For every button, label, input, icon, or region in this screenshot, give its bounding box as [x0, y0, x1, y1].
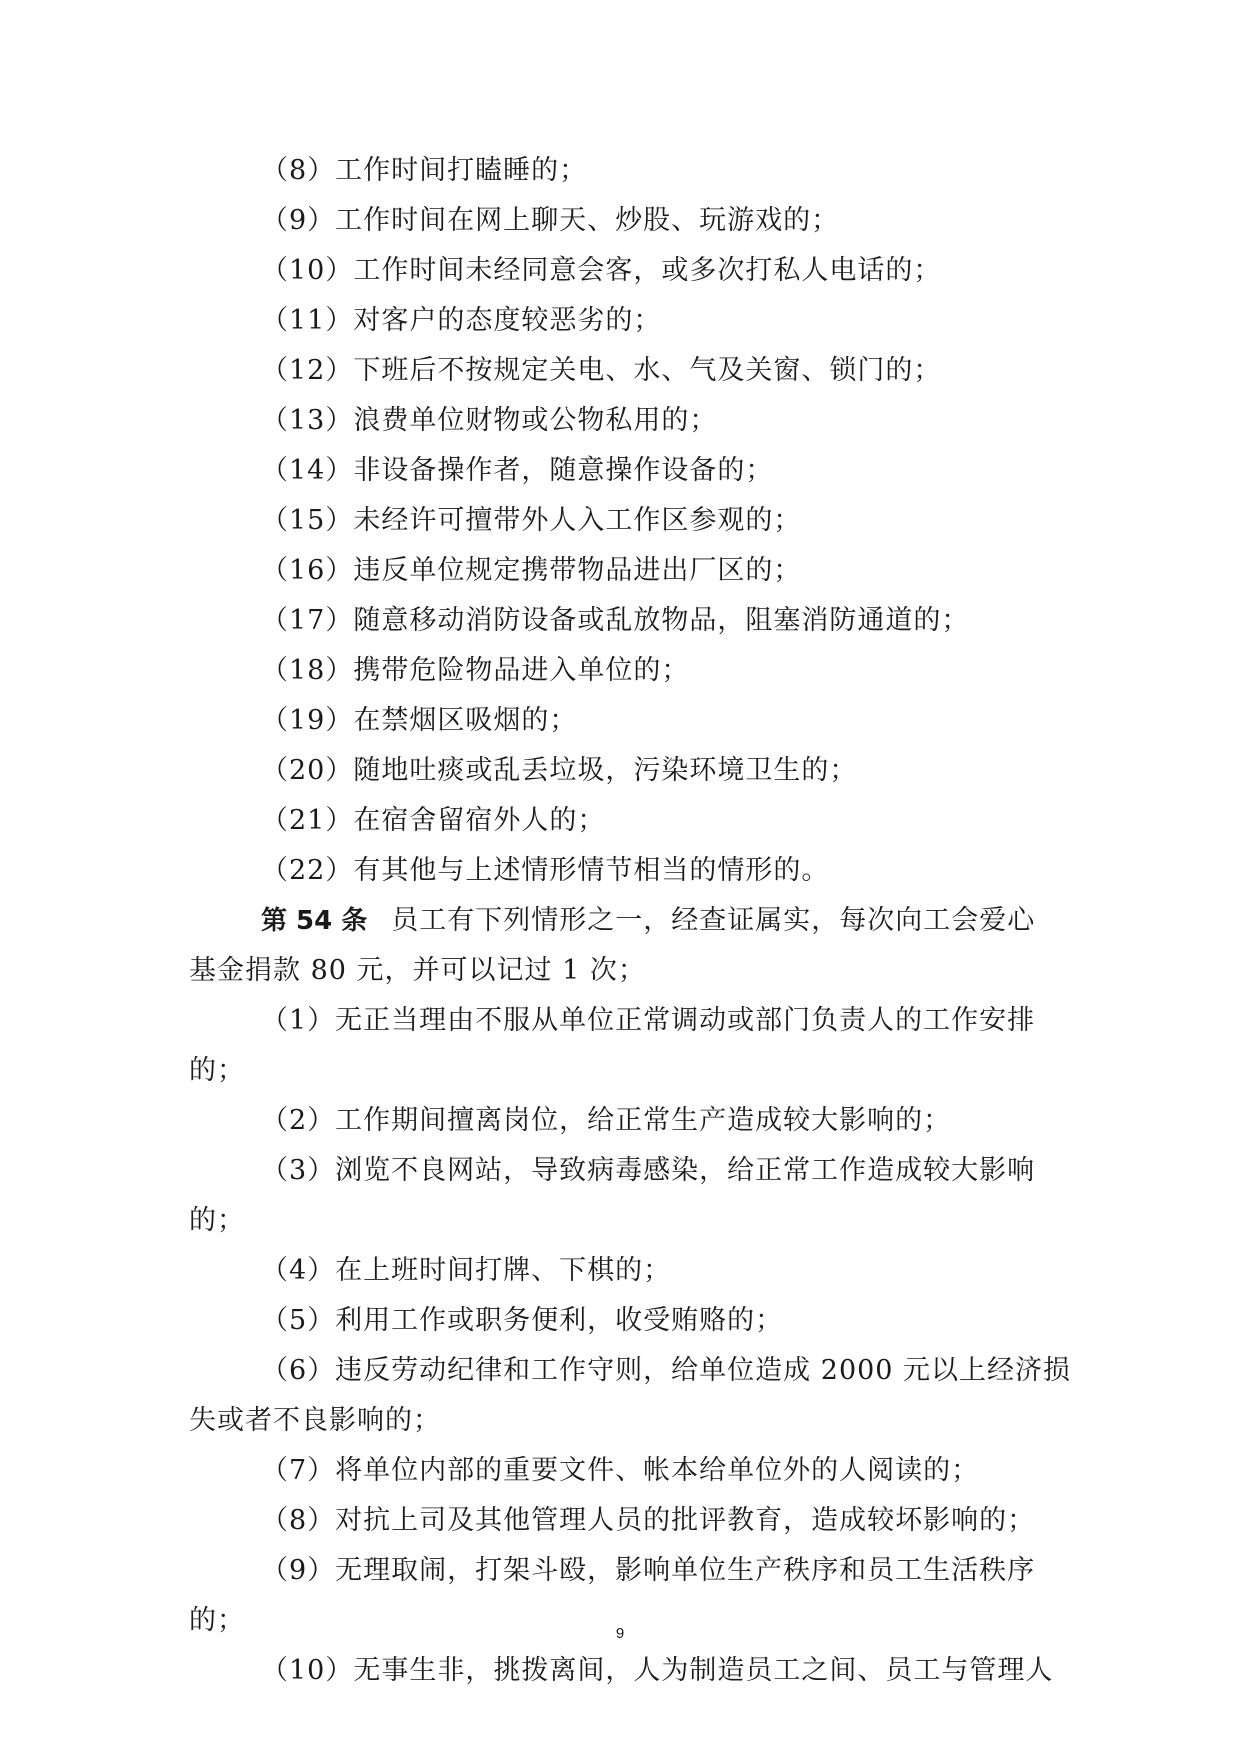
- list-item-continued: 失或者不良影响的；: [189, 1405, 441, 1436]
- list-item-continued: 的；: [189, 1605, 245, 1636]
- article-54-heading: [189, 896, 1051, 946]
- list-item: （8）对抗上司及其他管理人员的批评教育，造成较坏影响的；: [261, 1505, 1036, 1536]
- list-item: （17）随意移动消防设备或乱放物品，阻塞消防通道的；: [261, 605, 970, 636]
- list-item: （10）工作时间未经同意会客，或多次打私人电话的；: [261, 255, 942, 286]
- list-item: （5）利用工作或职务便利，收受贿赂的；: [261, 1305, 784, 1336]
- list-item-continued: 的；: [189, 1055, 245, 1086]
- list-item: （3）浏览不良网站，导致病毒感染，给正常工作造成较大影响: [261, 1155, 1036, 1186]
- list-item: （15）未经许可擅带外人入工作区参观的；: [261, 505, 802, 536]
- article-text: 员工有下列情形之一，经查证属实，每次向工会爱心: [391, 905, 1036, 936]
- list-item: （1）无正当理由不服从单位正常调动或部门负责人的工作安排: [261, 1005, 1036, 1036]
- list-item: （22）有其他与上述情形情节相当的情形的。: [261, 855, 830, 886]
- article-text-continued: 基金捐款 80 元，并可以记过 1 次；: [189, 955, 646, 986]
- list-item: （19）在禁烟区吸烟的；: [261, 705, 578, 736]
- list-item: （10）无事生非，挑拨离间，人为制造员工之间、员工与管理人: [261, 1655, 1054, 1686]
- list-item: （9）无理取闹，打架斗殴，影响单位生产秩序和员工生活秩序: [261, 1555, 1036, 1586]
- list-item: （6）违反劳动纪律和工作守则，给单位造成 2000 元以上经济损: [261, 1355, 1072, 1386]
- list-item: （7）将单位内部的重要文件、帐本给单位外的人阅读的；: [261, 1455, 980, 1486]
- list-item: （14）非设备操作者，随意操作设备的；: [261, 455, 774, 486]
- list-item: （16）违反单位规定携带物品进出厂区的；: [261, 555, 802, 586]
- list-item: （12）下班后不按规定关电、水、气及关窗、锁门的；: [261, 355, 942, 386]
- list-item: （9）工作时间在网上聊天、炒股、玩游戏的；: [261, 205, 840, 236]
- document-body: [189, 146, 1072, 1696]
- list-item: （21）在宿舍留宿外人的；: [261, 805, 606, 836]
- list-item: （11）对客户的态度较恶劣的；: [261, 305, 662, 336]
- list-item: （13）浪费单位财物或公物私用的；: [261, 405, 718, 436]
- list-item-continued: 的；: [189, 1205, 245, 1236]
- list-item: （18）携带危险物品进入单位的；: [261, 655, 690, 686]
- page-number: 9: [615, 1625, 625, 1642]
- list-item: （20）随地吐痰或乱丢垃圾，污染环境卫生的；: [261, 755, 858, 786]
- article-label: 第 54 条: [261, 906, 368, 936]
- list-item: （8）工作时间打瞌睡的；: [261, 155, 588, 186]
- list-item: （2）工作期间擅离岗位，给正常生产造成较大影响的；: [261, 1105, 952, 1136]
- list-item: （4）在上班时间打牌、下棋的；: [261, 1255, 672, 1286]
